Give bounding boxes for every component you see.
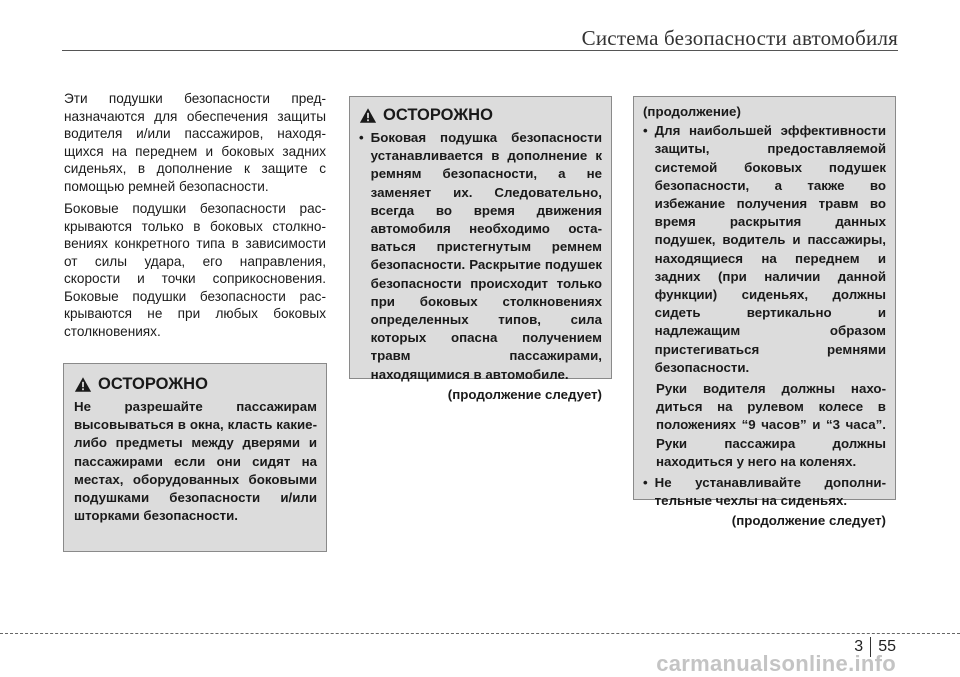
warning-box-left [63, 363, 327, 552]
page-number-value: 55 [878, 638, 896, 655]
warning-title [74, 374, 317, 394]
warning-title-text: ОСТОРОЖНО [383, 106, 493, 124]
continued-label: (продолжение) [643, 104, 741, 119]
bullet-mark: • [359, 130, 364, 145]
warning-triangle-icon [74, 376, 92, 393]
intro-paragraph-2: Боковые подушки безопасности раскрываются только в боковых столкновениях конкретного типа в зависимости от силы удара, его направления, скорости и точки соприкосновения. Боковые подушки безопасности раскрываются не при любых боковых столкновениях. [64, 201, 326, 339]
warning-box-right [633, 96, 896, 529]
intro-paragraph-1: Эти подушки безопасности предназначаются для обеспечения защиты водителя и/или пассажиров, находящихся на переднем и боковых задних сиденьях, в дополнение к защите с помощью ремней безопасности. [64, 91, 326, 194]
chapter-number: 3 [854, 638, 864, 655]
warning-triangle-icon [359, 107, 377, 124]
bullet-mark: • [643, 475, 648, 491]
warning-bullet [643, 474, 886, 510]
footer-divider [0, 633, 960, 634]
warning-title [359, 105, 602, 125]
warning-bullet [643, 122, 886, 377]
warning-title-text: ОСТОРОЖНО [98, 375, 208, 393]
warning-bullet-continuation: Руки водителя должны находиться на рулевом колесе в положениях “9 часов” и “3 часа”. Руки пассажира должны находиться у него на коленях. [656, 381, 886, 469]
header-divider [62, 50, 898, 51]
warning-bullet-text: Боковая подушка безопасности устанавливается в дополнение к ремням безопасности, а не заменяет их. Следовательно, всегда во время движения автомобиля необходимо оставаться пристегнутым ремнем безопасности. Раскрытие подушек безопасности происходит только при боковых столкновениях определенных типов, сила которых опасна получением травм пассажирами, находящимися в автомобиле. [370, 130, 602, 382]
warning-bullet-text: Для наибольшей эффективности защиты, предоставляемой системой боковых подушек безопасности, а также во избежание получения травм во время раскрытия данных подушек, водитель и пассажиры, находящиеся на переднем и задних (при наличии данной функции) сиденьях, должны сидеть вертикально и надлежащим образом пристегиваться ремнями безопасности. [654, 123, 886, 375]
warning-text: Не разрешайте пассажирам высовываться в окна, класть какие-либо предметы между дверями и пассажирами если они сидят на местах, оборудованных боковыми подушками безопасности и/или шторками безопасности. [74, 399, 317, 524]
warning-box-middle [349, 96, 612, 402]
bullet-mark: • [643, 123, 648, 139]
watermark: carmanualsonline.info [656, 651, 896, 676]
continues-label: (продолжение следует) [447, 386, 602, 402]
warning-bullet [359, 129, 602, 384]
continues-label: (продолжение следует) [731, 513, 886, 529]
warning-bullet-text: Не устанавливайте дополнительные чехлы на сиденьях. [654, 475, 886, 509]
page-header-title: Система безопасности автомобиля [581, 26, 898, 50]
intro-text [64, 90, 326, 345]
